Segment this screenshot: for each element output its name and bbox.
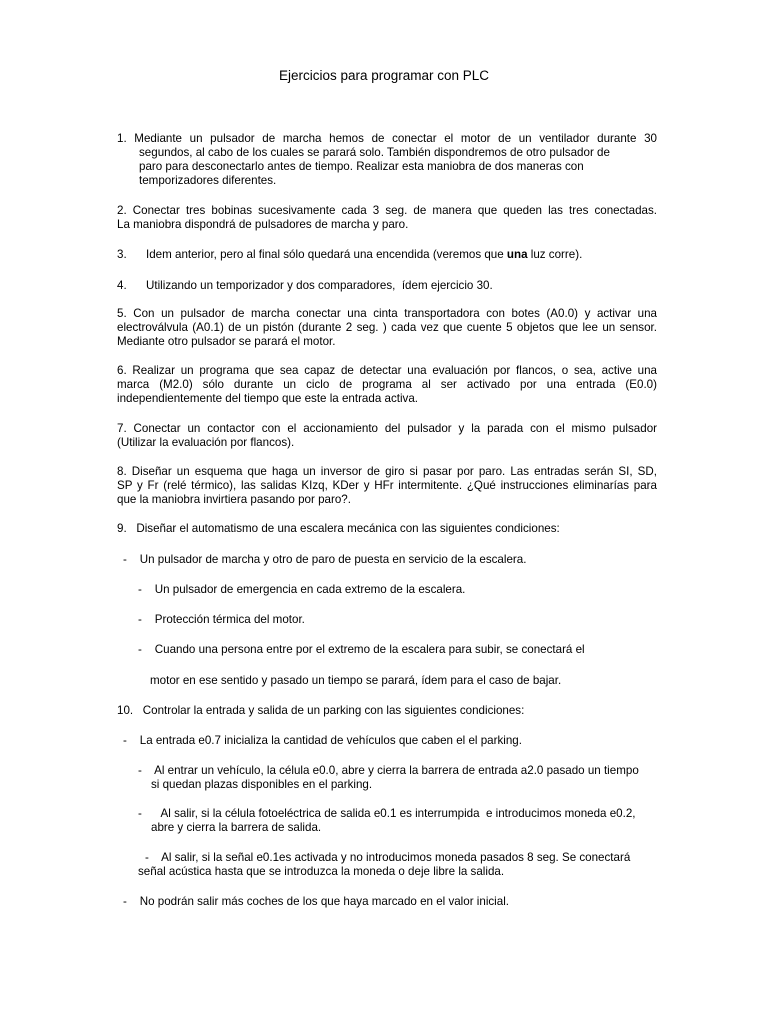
exercise-7	[117, 422, 657, 450]
exercise-2-line-1: 2. Conectar tres bobinas sucesivamente cada 3 seg. de manera que queden las tres conectadas.	[117, 204, 657, 217]
exercise-10-heading: 10. Controlar la entrada y salida de un parking con las siguientes condiciones:	[117, 704, 525, 717]
exercise-6-line-2: marca (M2.0) sólo durante un ciclo de programa al ser activado por una entrada (E0.0)	[117, 378, 657, 391]
exercise-10-bullet-2	[138, 764, 658, 792]
exercise-8	[117, 465, 657, 507]
exercise-9-bullet-1: - Un pulsador de marcha y otro de paro de puesta en servicio de la escalera.	[123, 553, 527, 566]
exercise-9-heading: 9. Diseñar el automatismo de una escalera mecánica con las siguientes condiciones:	[117, 522, 560, 535]
exercise-10-bullet-4-line-2: señal acústica hasta que se introduzca la moneda o deje libre la salida.	[138, 865, 505, 878]
exercise-1-continuation: segundos, al cabo de los cuales se parará solo. También dispondremos de otro pulsador de paro para desconectarlo antes de tiempo. Realizar esta maniobra de dos maneras con temporizadores diferentes.	[139, 146, 610, 187]
exercise-1	[117, 132, 657, 188]
exercise-8-line-1: 8. Diseñar un esquema que haga un inversor de giro si pasar por paro. Las entradas serán SI, SD,	[117, 465, 657, 478]
exercise-9-bullet-3: - Protección térmica del motor.	[138, 613, 305, 626]
exercise-10-bullet-3-line-1: - Al salir, si la célula fotoeléctrica de salida e0.1 es interrumpida e introducimos moneda e0.2,	[138, 807, 636, 820]
exercise-10-bullet-4	[138, 851, 658, 879]
exercise-6	[117, 364, 657, 406]
exercise-5	[117, 307, 657, 349]
exercise-10-bullet-5: - No podrán salir más coches de los que haya marcado en el valor inicial.	[123, 895, 510, 908]
exercise-9-bullet-2: - Un pulsador de emergencia en cada extremo de la escalera.	[138, 583, 466, 596]
exercise-5-line-3: Mediante otro pulsador se parará el motor.	[117, 335, 336, 348]
exercise-6-line-3: independientemente del tiempo que este la entrada activa.	[117, 392, 419, 405]
exercise-10-bullet-3	[138, 807, 658, 835]
exercise-3-text-start: 3. Idem anterior, pero al final sólo quedará una encendida (veremos que	[117, 248, 507, 261]
exercise-10-bullet-4-line-1: - Al salir, si la señal e0.1es activada y no introducimos moneda pasados 8 seg. Se conectará	[145, 851, 631, 864]
exercise-6-line-1: 6. Realizar un programa que sea capaz de detectar una evaluación por flancos, o sea, active una	[117, 364, 657, 377]
exercise-4: 4. Utilizando un temporizador y dos comparadores, ídem ejercicio 30.	[117, 279, 493, 292]
exercise-2-line-2: La maniobra dispondrá de pulsadores de marcha y paro.	[117, 218, 409, 231]
exercise-9-bullet-4: - Cuando una persona entre por el extremo de la escalera para subir, se conectará el	[138, 643, 585, 656]
exercise-5-line-2: electroválvula (A0.1) de un pistón (durante 2 seg. ) cada vez que cuente 5 objetos que lee un sensor.	[117, 321, 657, 334]
exercise-2	[117, 204, 657, 232]
exercise-10-bullet-2-line-2: si quedan plazas disponibles en el parking.	[151, 778, 373, 791]
exercise-7-line-2: (Utilizar la evaluación por flancos).	[117, 436, 295, 449]
exercise-9-bullet-4-continuation: motor en ese sentido y pasado un tiempo se parará, ídem para el caso de bajar.	[150, 674, 562, 687]
exercise-1-line-1: 1. Mediante un pulsador de marcha hemos de conectar el motor de un ventilador durante 30	[117, 132, 657, 145]
exercise-5-line-1: 5. Con un pulsador de marcha conectar una cinta transportadora con botes (A0.0) y activar una	[117, 307, 657, 320]
exercise-8-line-3: que la maniobra invirtiera pasando por paro?.	[117, 493, 351, 506]
exercise-8-line-2: SP y Fr (relé térmico), las salidas KIzq, KDer y HFr intermitente. ¿Qué instrucciones eliminarías para	[117, 479, 657, 492]
document-title: Ejercicios para programar con PLC	[278, 68, 490, 83]
exercise-10-bullet-2-line-1: - Al entrar un vehículo, la célula e0.0, abre y cierra la barrera de entrada a2.0 pasado un tiempo	[138, 764, 639, 777]
exercise-3-text-end: luz corre).	[527, 248, 583, 261]
exercise-10-bullet-3-line-2: abre y cierra la barrera de salida.	[151, 821, 322, 834]
exercise-7-line-1: 7. Conectar un contactor con el accionamiento del pulsador y la parada con el mismo pulsador	[117, 422, 657, 435]
exercise-10-bullet-1: - La entrada e0.7 inicializa la cantidad de vehículos que caben el el parking.	[123, 734, 522, 747]
exercise-3-bold-word: una	[506, 248, 528, 261]
exercise-3	[117, 248, 657, 262]
